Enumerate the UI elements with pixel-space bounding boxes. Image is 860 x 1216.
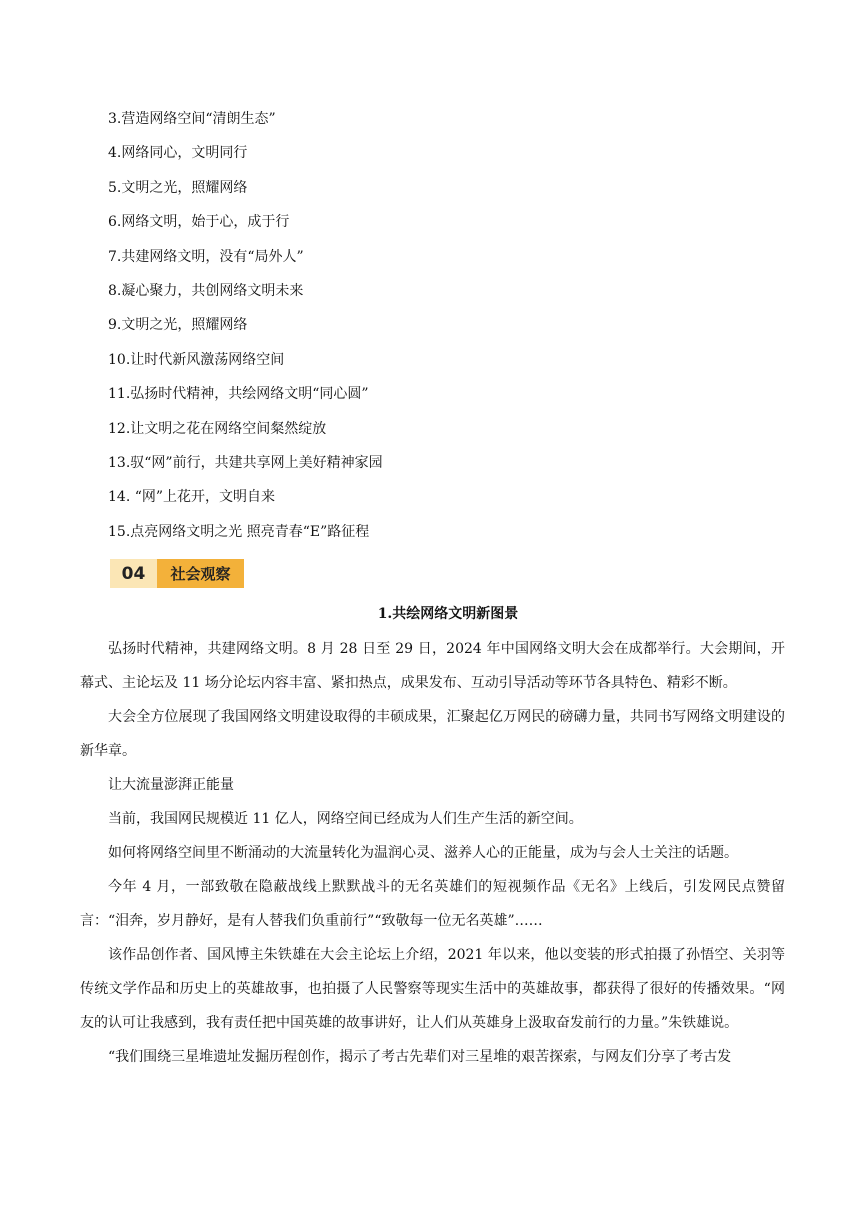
list-item: 10.让时代新风激荡网络空间	[108, 351, 285, 368]
list-item: 11.弘扬时代精神，共绘网络文明“同心圆”	[108, 386, 369, 403]
list-item: 13.驭“网”前行，共建共享网上美好精神家园	[108, 454, 383, 471]
paragraph: 弘扬时代精神，共建网络文明。8 月 28 日至 29 日，2024 年中国网络文明大会在成都举行。大会期间，开幕式、主论坛及 11 场分论坛内容丰富、紧扣热点，成果发布、互动引导活动等环节各具特色、精彩不断。	[80, 641, 785, 691]
paragraph: 该作品创作者、国风博主朱铁雄在大会主论坛上介绍，2021 年以来，他以变装的形式拍摄了孙悟空、关羽等传统文学作品和历史上的英雄故事，也拍摄了人民警察等现实生活中的英雄故事，都获得了很好的传播效果。“网友的认可让我感到，我有责任把中国英雄的故事讲好，让人们从英雄身上汲取奋发前行的力量。”朱铁雄说。	[80, 947, 785, 1031]
paragraph: 让大流量澎湃正能量	[108, 777, 234, 793]
paragraph: 如何将网络空间里不断涌动的大流量转化为温润心灵、滋养人心的正能量，成为与会人士关注的话题。	[108, 845, 738, 861]
list-item: 5.文明之光，照耀网络	[108, 179, 248, 196]
section-title: 社会观察	[157, 559, 244, 588]
section-badge	[110, 559, 244, 588]
list-item: 3.营造网络空间“清朗生态”	[108, 111, 276, 127]
section-number: 04	[110, 559, 157, 588]
list-item: 6.网络文明，始于心，成于行	[108, 214, 290, 231]
article-body	[80, 632, 785, 1074]
list-item: 4.网络同心，文明同行	[108, 145, 248, 162]
paragraph: 今年 4 月，一部致敬在隐蔽战线上默默战斗的无名英雄们的短视频作品《无名》上线后，引发网民点赞留言：“泪奔，岁月静好，是有人替我们负重前行”“致敬每一位无名英雄”……	[80, 879, 785, 929]
paragraph: “我们围绕三星堆遗址发掘历程创作，揭示了考古先辈们对三星堆的艰苦探索，与网友们分享了考古发	[108, 1049, 732, 1065]
list-item: 7.共建网络文明，没有“局外人”	[108, 248, 304, 265]
article-title: 1.共绘网络文明新图景	[377, 606, 519, 622]
paragraph: 当前，我国网民规模近 11 亿人，网络空间已经成为人们生产生活的新空间。	[108, 811, 583, 827]
list-item: 14. “网”上花开，文明自来	[108, 489, 276, 506]
slogan-list	[108, 107, 788, 554]
list-item: 15.点亮网络文明之光 照亮青春“E”路征程	[108, 523, 370, 540]
list-item: 12.让文明之花在网络空间粲然绽放	[108, 420, 327, 437]
paragraph: 大会全方位展现了我国网络文明建设取得的丰硕成果，汇聚起亿万网民的磅礴力量，共同书写网络文明建设的新华章。	[80, 709, 785, 759]
list-item: 9.文明之光，照耀网络	[108, 317, 248, 334]
list-item: 8.凝心聚力，共创网络文明未来	[108, 282, 304, 299]
